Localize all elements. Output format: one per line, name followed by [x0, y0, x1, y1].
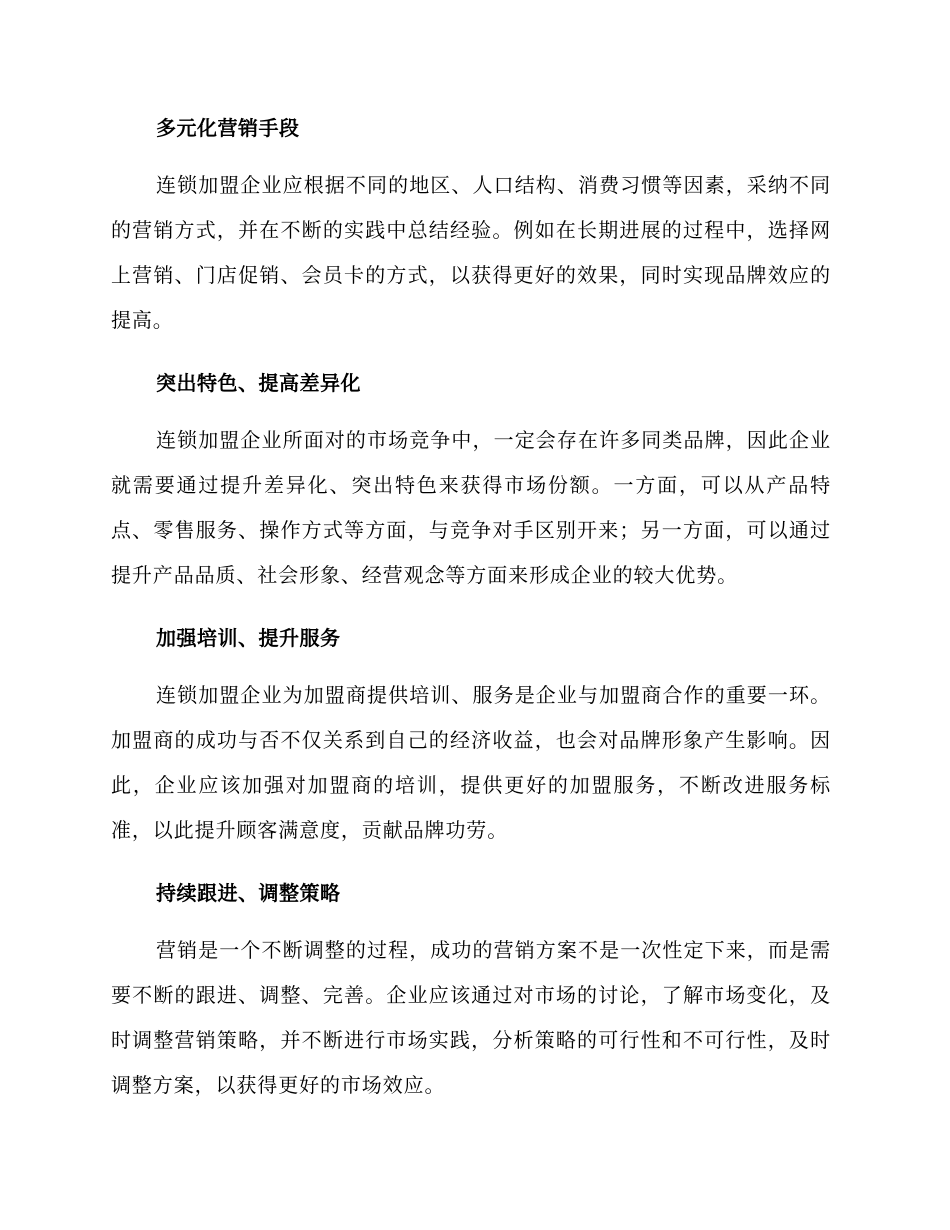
- section-training-service: [111, 620, 831, 853]
- section-paragraph: 连锁加盟企业应根据不同的地区、人口结构、消费习惯等因素，采纳不同的营销方式，并在不断的实践中总结经验。例如在长期进展的过程中，选择网上营销、门店促销、会员卡的方式，以获得更好的效果，同时实现品牌效应的提高。: [111, 173, 831, 332]
- section-multichannel-marketing: [111, 110, 831, 343]
- section-strategy-adjustment: [111, 875, 831, 1108]
- section-heading: 持续跟进、调整策略: [156, 881, 341, 905]
- section-heading: 多元化营销手段: [156, 116, 300, 140]
- document-body: [111, 110, 831, 1130]
- section-heading: 突出特色、提高差异化: [156, 371, 361, 395]
- section-paragraph: 连锁加盟企业所面对的市场竞争中，一定会存在许多同类品牌，因此企业就需要通过提升差异化、突出特色来获得市场份额。一方面，可以从产品特点、零售服务、操作方式等方面，与竞争对手区别开来；另一方面，可以通过提升产品品质、社会形象、经营观念等方面来形成企业的较大优势。: [111, 428, 831, 587]
- section-paragraph: 连锁加盟企业为加盟商提供培训、服务是企业与加盟商合作的重要一环。加盟商的成功与否不仅关系到自己的经济收益，也会对品牌形象产生影响。因此，企业应该加强对加盟商的培训，提供更好的加盟服务，不断改进服务标准，以此提升顾客满意度，贡献品牌功劳。: [111, 683, 831, 842]
- section-paragraph: 营销是一个不断调整的过程，成功的营销方案不是一次性定下来，而是需要不断的跟进、调整、完善。企业应该通过对市场的讨论，了解市场变化，及时调整营销策略，并不断进行市场实践，分析策略的可行性和不可行性，及时调整方案，以获得更好的市场效应。: [111, 938, 831, 1097]
- section-heading: 加强培训、提升服务: [156, 626, 341, 650]
- section-differentiation: [111, 365, 831, 598]
